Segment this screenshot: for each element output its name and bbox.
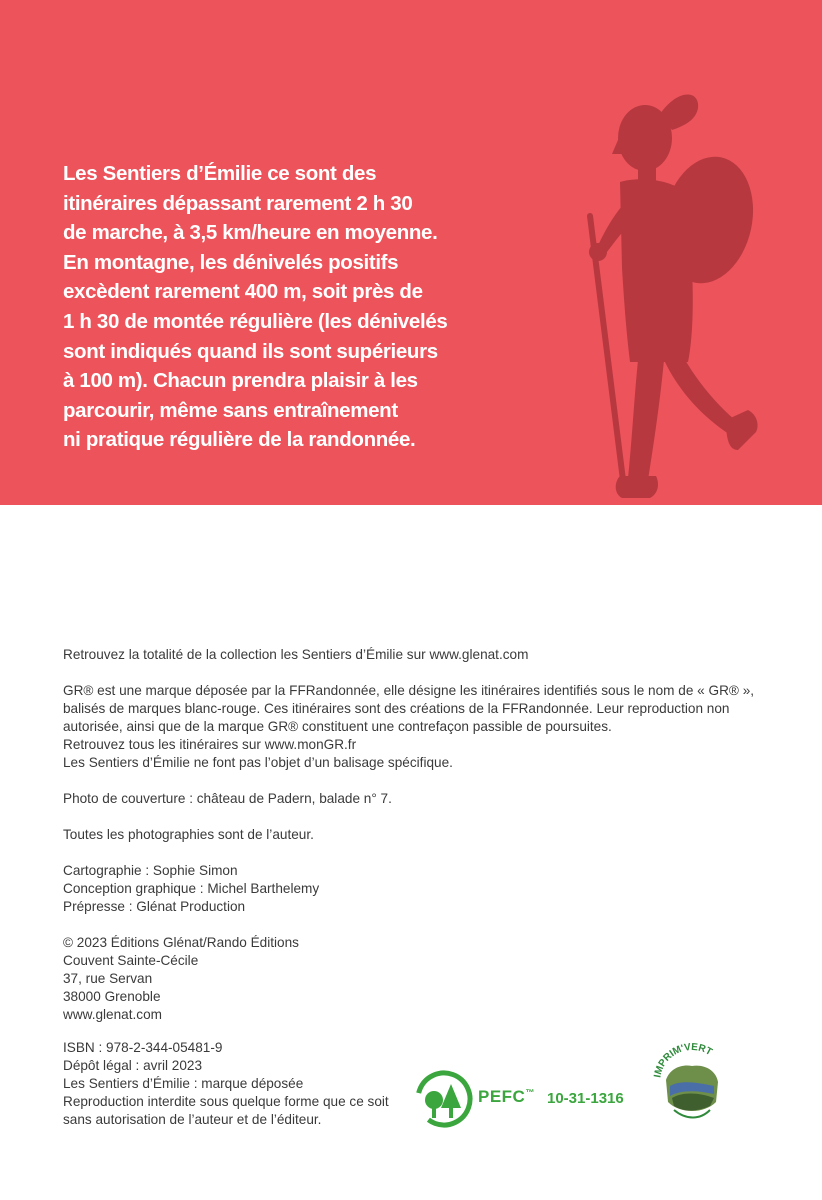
reproduction-note-continued: sans autorisation de l’auteur et de l’éditeur. xyxy=(63,1112,322,1127)
gr-line: Retrouvez tous les itinéraires sur www.monGR.fr xyxy=(63,737,357,752)
photos-credit: Toutes les photographies sont de l’auteur. xyxy=(63,827,314,842)
gr-line: GR® est une marque déposée par la FFRandonnée, elle désigne les itinéraires identifiés sous le nom de « GR® », xyxy=(63,683,755,698)
credit-line: Cartographie : Sophie Simon xyxy=(63,863,238,878)
publisher-line: Couvent Sainte-Cécile xyxy=(63,953,199,968)
credit-line: Prépresse : Glénat Production xyxy=(63,899,246,914)
intro-line: ni pratique régulière de la randonnée. xyxy=(63,428,416,452)
cover-photo-credit: Photo de couverture : château de Padern, balade n° 7. xyxy=(63,791,392,806)
intro-line: Les Sentiers d’Émilie ce sont des xyxy=(63,162,377,185)
publisher-line: www.glenat.com xyxy=(63,1007,162,1022)
gr-line: balisés de marques blanc-rouge. Ces itinéraires sont des créations de la FFRandonnée. Leur reproduction non xyxy=(63,701,730,716)
isbn: ISBN : 978-2-344-05481-9 xyxy=(63,1040,223,1055)
intro-line: 1 h 30 de montée régulière (les dénivelés xyxy=(63,309,448,333)
publisher-line: 38000 Grenoble xyxy=(63,989,161,1004)
imprim-vert-logo xyxy=(652,1040,732,1130)
gr-note xyxy=(63,682,763,772)
pefc-label: PEFC™ xyxy=(478,1087,535,1106)
intro-line: En montagne, les dénivelés positifs xyxy=(63,250,399,274)
intro-line: sont indiqués quand ils sont supérieurs xyxy=(63,339,438,363)
svg-text:IMPRIM'VERT: IMPRIM'VERT xyxy=(652,1041,714,1079)
intro-line: parcourir, même sans entraînement xyxy=(63,398,398,422)
intro-line: à 100 m). Chacun prendra plaisir à les xyxy=(63,369,418,393)
intro-text xyxy=(63,159,503,455)
gr-line: Les Sentiers d’Émilie ne font pas l’objet d’un balisage spécifique. xyxy=(63,755,453,770)
publisher-address xyxy=(63,934,763,1024)
hiker-girl-silhouette-icon xyxy=(560,80,770,505)
collection-note: Retrouvez la totalité de la collection les Sentiers d’Émilie sur www.glenat.com xyxy=(63,647,529,662)
intro-line: de marche, à 3,5 km/heure en moyenne. xyxy=(63,221,438,245)
reproduction-note: Reproduction interdite sous quelque forme que ce soit xyxy=(63,1094,389,1109)
publisher-line: 37, rue Servan xyxy=(63,971,153,986)
header-banner xyxy=(0,0,822,505)
credits xyxy=(63,862,763,916)
pefc-logo xyxy=(415,1070,645,1128)
legal-info xyxy=(63,1039,389,1129)
credit-line: Conception graphique : Michel Barthelemy xyxy=(63,881,320,896)
trademark-note: Les Sentiers d’Émilie : marque déposée xyxy=(63,1076,304,1091)
publisher-line: © 2023 Éditions Glénat/Rando Éditions xyxy=(63,935,299,950)
colophon xyxy=(63,646,763,1042)
intro-line: excèdent rarement 400 m, soit près de xyxy=(63,280,423,304)
pefc-tree-icon xyxy=(415,1070,475,1128)
pefc-number: 10-31-1316 xyxy=(547,1090,624,1107)
gr-line: autorisée, ainsi que de la marque GR® constituent une contrefaçon passible de poursuites. xyxy=(63,719,612,734)
intro-line: itinéraires dépassant rarement 2 h 30 xyxy=(63,191,413,215)
legal-deposit: Dépôt légal : avril 2023 xyxy=(63,1058,203,1073)
